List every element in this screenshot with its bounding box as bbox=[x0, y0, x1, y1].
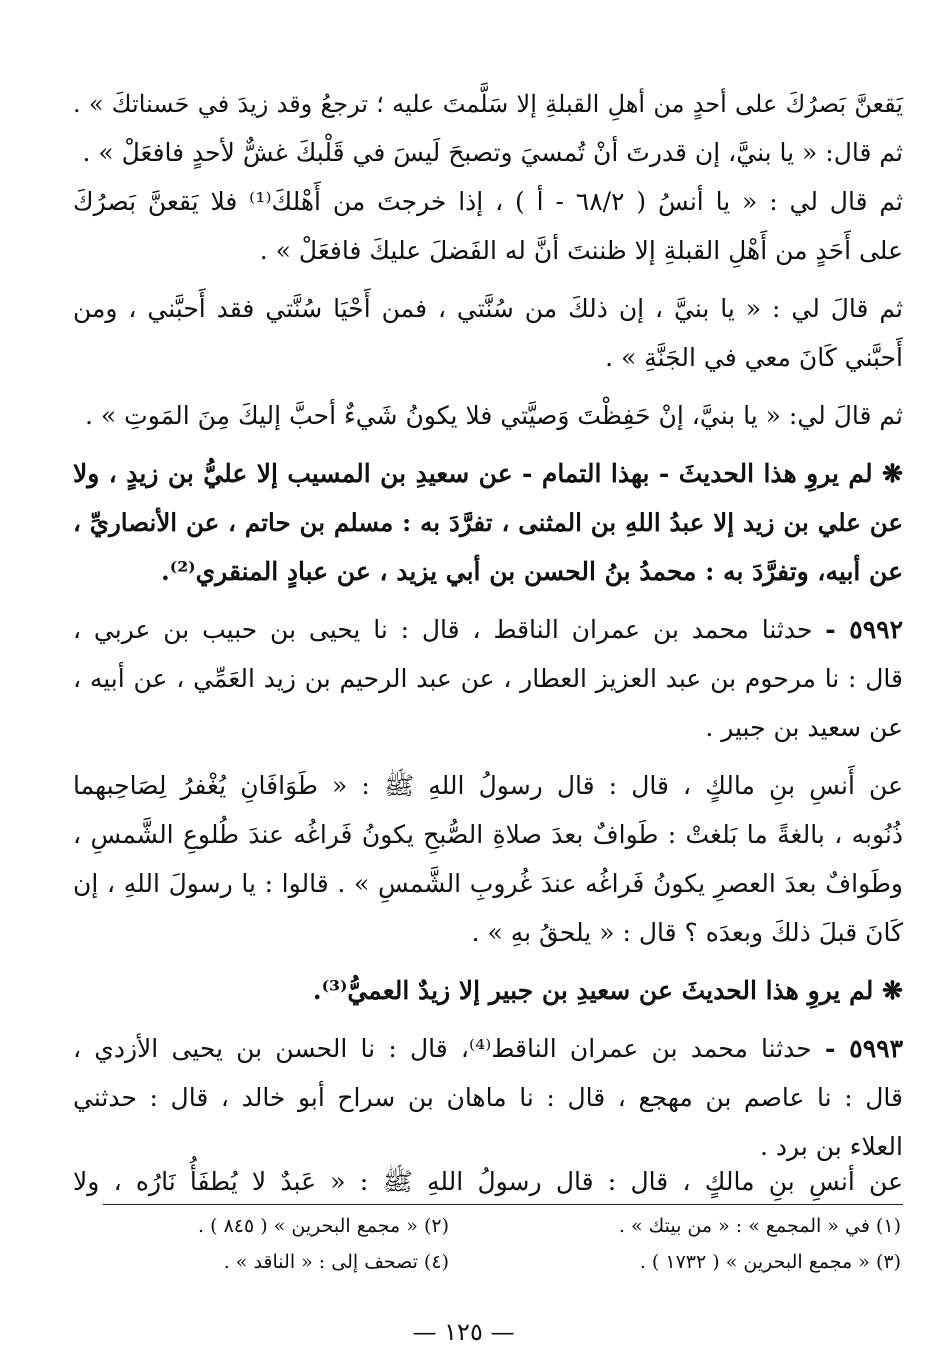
footnote: (٤) تصحف إلى : « الناقد » . bbox=[223, 1251, 449, 1273]
text-line: عن أنسِ بنِ مالكٍ ، قال : قال رسولُ اللهِ ﷺ : « عَبدٌ لا يُطفَأُ نَارُه ، ولا bbox=[73, 1167, 903, 1196]
text-line: وطَوافٌ بعدَ العصرِ يكونُ فَراغُه عندَ غُروبِ الشَّمسِ » . قالوا : يا رسولَ اللهِ ، إن bbox=[73, 869, 903, 898]
takhrij-note: ❋ لم يروِ هذا الحديثَ عن سعيدِ بن جبير إلا زيدٌ العميُّ⁽³⁾. bbox=[312, 976, 903, 1005]
text-line: ثم قالَ لي : « يا بنيَّ ، إن ذلكَ من سُنَّتي ، فمن أَحْيَا سُنَّتي فقد أَحبَّني ، ومن bbox=[73, 294, 903, 323]
footnote: (١) في « المجمع » : « من بيتك » . bbox=[618, 1215, 901, 1237]
text-line: يَقعنَّ بَصرُكَ على أحدٍ من أهلِ القبلةِ إلا سَلَّمتَ عليه ؛ ترجعُ وقد زيدَ في حَسناتكَ » . bbox=[73, 90, 903, 118]
text-line: ثم قال: « يا بنيَّ، إن قدرتَ أنْ تُمسيَ وتصبحَ لَيسَ في قَلْبكَ غشٌّ لأحدٍ فافعَلْ » . bbox=[82, 138, 903, 167]
text-line: أَحبَّني كَانَ معي في الجَنَّةِ » . bbox=[605, 343, 903, 372]
text-line: العلاء بن برد . bbox=[760, 1132, 903, 1161]
hadith-chain-line bbox=[73, 614, 903, 646]
text-line: قال : نا مرحوم بن عبد العزيز العطار ، عن عبد الرحيم بن زيد العَمِّي ، عن أبيه ، bbox=[73, 664, 903, 693]
hadith-chain-text: حدثنا محمد بن عمران الناقط ، قال : نا يحيى بن حبيب بن عربي ، bbox=[73, 615, 813, 644]
text-line: عن أَنسِ بنِ مالكٍ ، قال : قال رسولُ اللهِ ﷺ : « طَوَافَانِ يُغْفرُ لِصَاحِبهما bbox=[73, 771, 903, 800]
text-line: كَانَ قبلَ ذلكَ وبعدَه ؟ قال : « يلحقُ بهِ » . bbox=[471, 918, 903, 947]
footnote: (٢) « مجمع البحرين » ( ٨٤٥ ) . bbox=[198, 1215, 449, 1237]
hadith-number: ٥٩٩٣ - bbox=[824, 1034, 903, 1063]
text-line: على أَحَدٍ من أَهْلِ القبلةِ إلا ظننتَ أنَّ له الفَضلَ عليكَ فافعَلْ » . bbox=[259, 236, 903, 265]
hadith-number: ٥٩٩٢ - bbox=[825, 615, 903, 644]
takhrij-note: ❋ لم يروِ هذا الحديثَ - بهذا التمام - عن سعيدِ بن المسيب إلا عليُّ بن زيدٍ ، ولا bbox=[73, 459, 903, 488]
footnote-divider bbox=[103, 1204, 903, 1205]
text-line: قال : نا عاصم بن مهجع ، قال : نا ماهان بن سراح أبو خالد ، قال : حدثني bbox=[73, 1083, 903, 1112]
takhrij-note: عن أبيه، وتفرَّدَ به : محمدُ بنُ الحسن بن أبي يزيد ، عن عبادٍ المنقري⁽²⁾. bbox=[161, 557, 903, 586]
footnote: (٣) « مجمع البحرين » ( ١٧٣٢ ) . bbox=[639, 1251, 901, 1273]
text-line: ذُنُوبه ، بالغةً ما بَلغتْ : طَوافٌ بعدَ صلاةِ الصُّبحِ يكونُ فَراغُه عندَ طُلوعِ الشَّمسِ ، bbox=[73, 820, 903, 849]
takhrij-note: عن علي بن زيد إلا عبدُ اللهِ بن المثنى ، تفرَّدَ به : مسلم بن حاتم ، عن الأنصاريِّ ، bbox=[73, 508, 903, 537]
text-line: ثم قالَ لي: « يا بنيَّ، إنْ حَفِظْتَ وَصيَّتي فلا يكونُ شَيءٌ أحبَّ إليكَ مِنَ المَوتِ » . bbox=[85, 401, 903, 430]
hadith-chain-line bbox=[73, 1033, 903, 1065]
page-number: — ١٢٥ — bbox=[412, 1318, 515, 1346]
text-line: عن سعيد بن جبير . bbox=[705, 713, 903, 742]
hadith-chain-text: حدثنا محمد بن عمران الناقط⁽⁴⁾، قال : نا الحسن بن يحيى الأزدي ، bbox=[73, 1034, 812, 1063]
text-line: ثم قال لي : « يا أنسُ ( ٦٨/٢ - أ ) ، إذا خرجتَ من أَهْلكَ⁽¹⁾ فلا يَقعنَّ بَصرُكَ bbox=[73, 187, 903, 216]
